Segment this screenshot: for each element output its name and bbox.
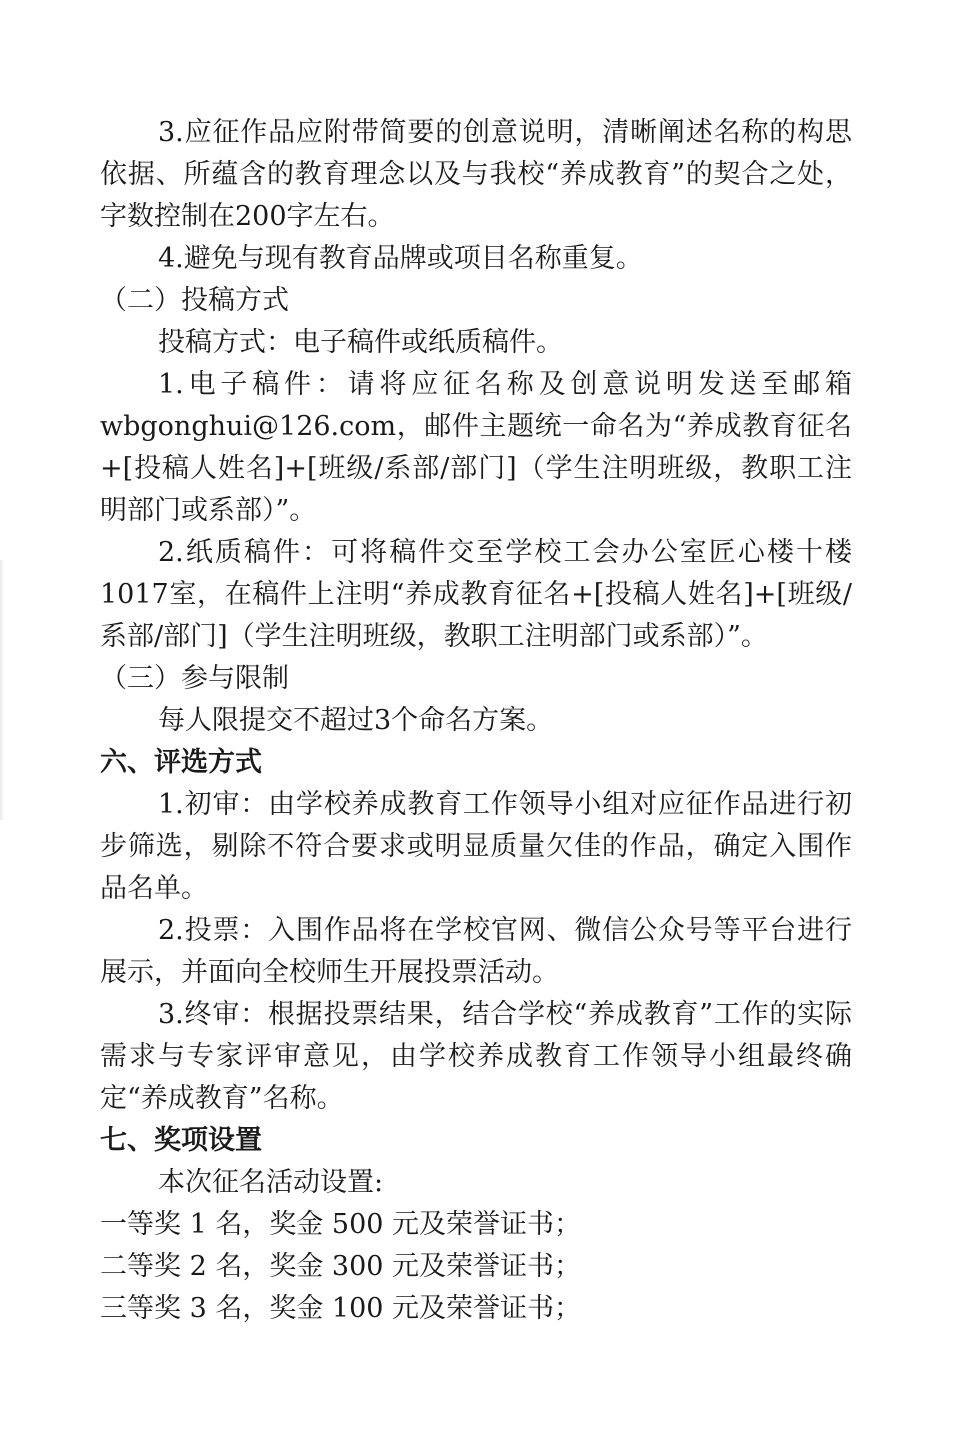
paragraph-participation-limits: 每人限提交不超过3个命名方案。 — [158, 705, 554, 736]
paragraph-electronic-submission: 1.电子稿件：请将应征名称及创意说明发送至邮箱wbgonghui@126.com，邮件主题统一命名为“养成教育征名+[投稿人姓名]+[班级/系部/部门]（学生注明班级，教职工注明部门或系部）”。 — [100, 369, 852, 526]
paragraph-submission-method: 投稿方式：电子稿件或纸质稿件。 — [158, 327, 563, 358]
subheading-submission-method: （二）投稿方式 — [100, 285, 289, 316]
page-edge-shadow — [0, 560, 4, 820]
section-heading-selection-method: 六、评选方式 — [100, 747, 262, 778]
paragraph-item-4-avoid-duplicates: 4.避免与现有教育品牌或项目名称重复。 — [158, 243, 643, 274]
award-third-prize: 三等奖 3 名，奖金 100 元及荣誉证书； — [100, 1293, 582, 1324]
paragraph-paper-submission: 2.纸质稿件：可将稿件交至学校工会办公室匠心楼十楼1017室，在稿件上注明“养成教育征名+[投稿人姓名]+[班级/系部/部门]（学生注明班级，教职工注明部门或系部）”。 — [100, 537, 852, 652]
paragraph-final-review: 3.终审：根据投票结果，结合学校“养成教育”工作的实际需求与专家评审意见，由学校养成教育工作领导小组最终确定“养成教育”名称。 — [100, 999, 852, 1114]
paragraph-preliminary-review: 1.初审：由学校养成教育工作领导小组对应征作品进行初步筛选，剔除不符合要求或明显质量欠佳的作品，确定入围作品名单。 — [100, 789, 852, 904]
subheading-participation-limits: （三）参与限制 — [100, 663, 289, 694]
document-body — [100, 112, 852, 1330]
section-heading-awards: 七、奖项设置 — [100, 1125, 262, 1156]
award-first-prize: 一等奖 1 名，奖金 500 元及荣誉证书； — [100, 1209, 582, 1240]
paragraph-voting: 2.投票：入围作品将在学校官网、微信公众号等平台进行展示，并面向全校师生开展投票活动。 — [100, 915, 852, 988]
award-second-prize: 二等奖 2 名，奖金 300 元及荣誉证书； — [100, 1251, 582, 1282]
paragraph-awards-intro: 本次征名活动设置: — [158, 1167, 384, 1198]
paragraph-item-3-creative-description: 3.应征作品应附带简要的创意说明，清晰阐述名称的构思依据、所蕴含的教育理念以及与我校“养成教育”的契合之处，字数控制在200字左右。 — [100, 117, 852, 232]
